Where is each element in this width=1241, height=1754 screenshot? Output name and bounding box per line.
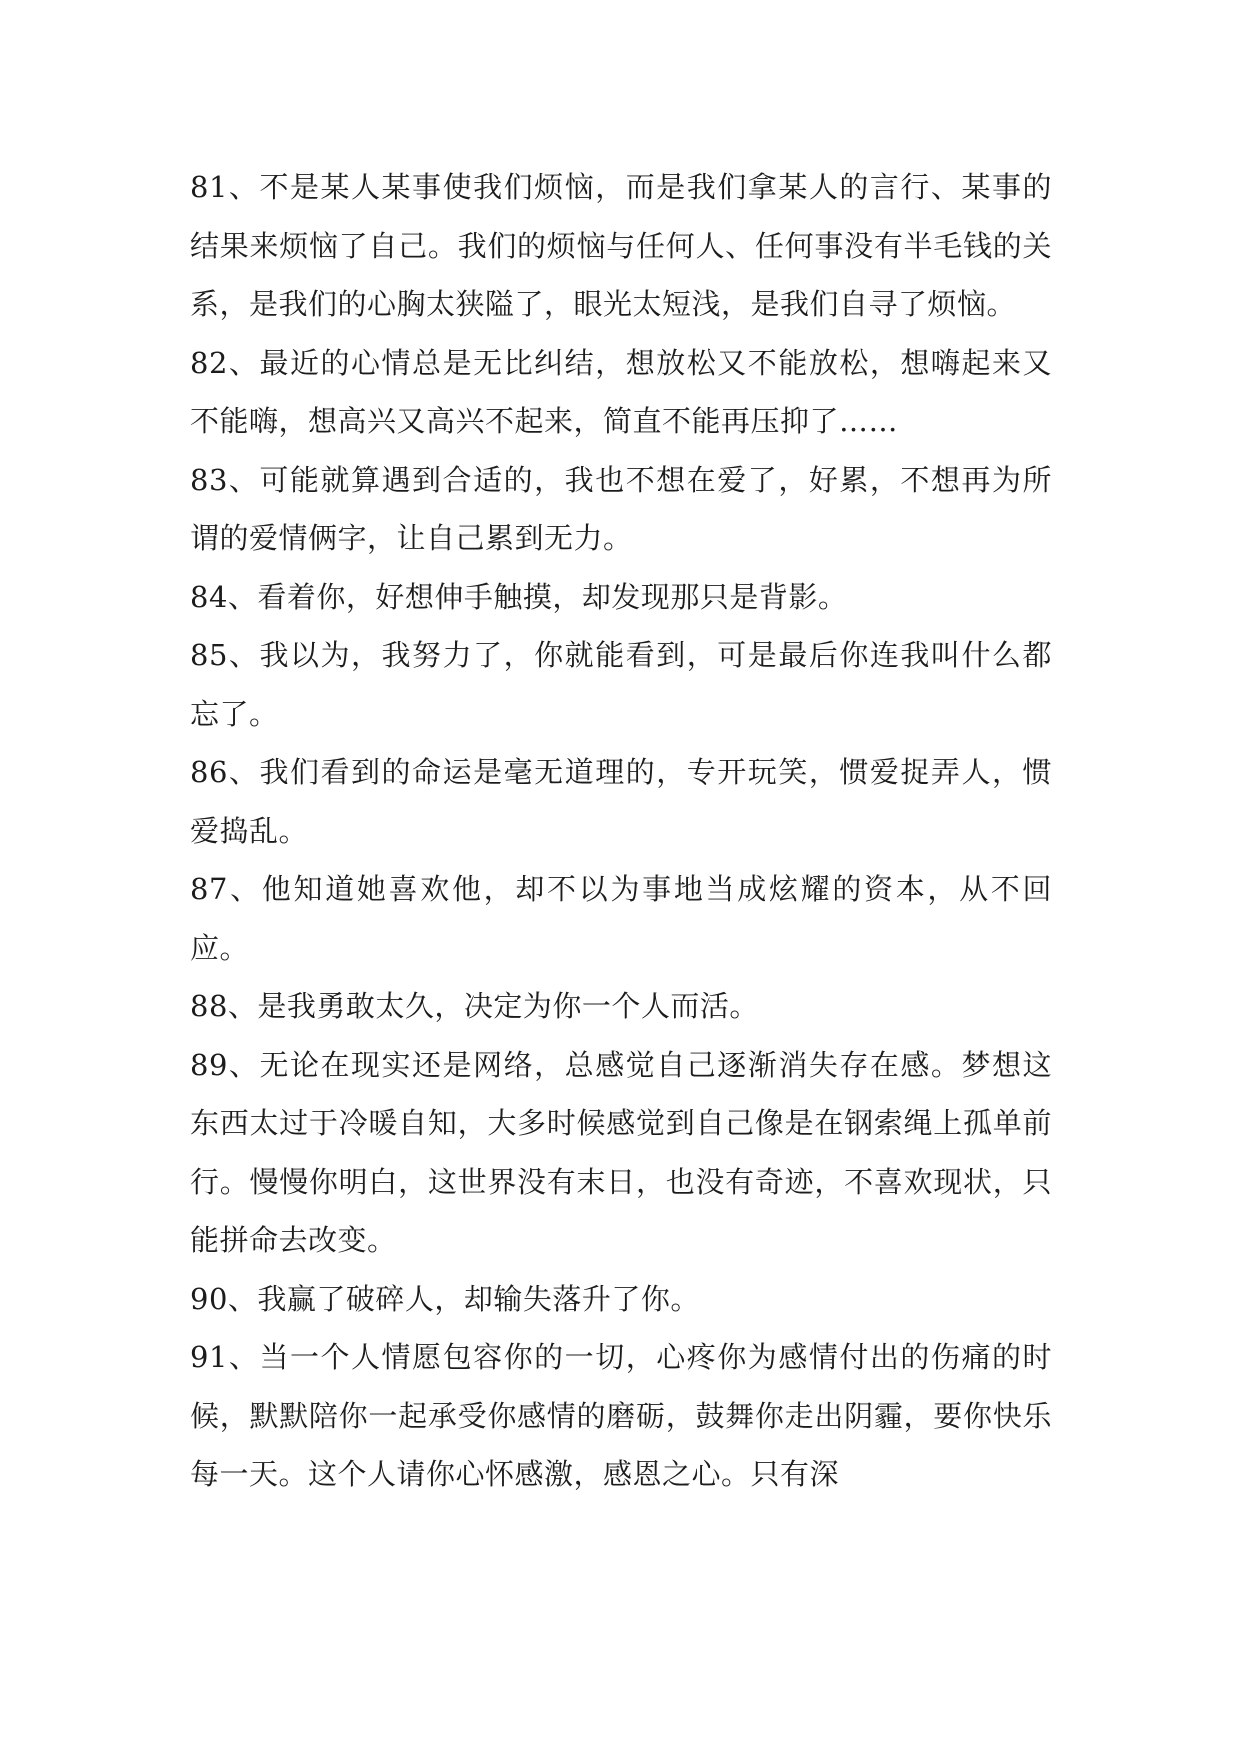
paragraph-88: 88、是我勇敢太久，决定为你一个人而活。	[190, 989, 759, 1023]
paragraph-82: 82、最近的心情总是无比纠结，想放松又不能放松，想嗨起来又不能嗨，想高兴又高兴不起来，简直不能再压抑了……	[190, 345, 1052, 438]
paragraph-84: 84、看着你，好想伸手触摸，却发现那只是背影。	[190, 579, 848, 614]
paragraph-86: 86、我们看到的命运是毫无道理的，专开玩笑，惯爱捉弄人，惯爱捣乱。	[190, 755, 1052, 848]
paragraph-89: 89、无论在现实还是网络，总感觉自己逐渐消失存在感。梦想这东西太过于冷暖自知，大多时候感觉到自己像是在钢索绳上孤单前行。慢慢你明白，这世界没有末日，也没有奇迹，不喜欢现状，只能拼命去改变。	[190, 1047, 1052, 1257]
paragraph-83: 83、可能就算遇到合适的，我也不想在爱了，好累，不想再为所谓的爱情俩字，让自己累到无力。	[190, 462, 1052, 555]
paragraph-91: 91、当一个人情愿包容你的一切，心疼你为感情付出的伤痛的时候，默默陪你一起承受你感情的磨砺，鼓舞你走出阴霾，要你快乐每一天。这个人请你心怀感激，感恩之心。只有深	[190, 1340, 1052, 1491]
paragraph-85: 85、我以为，我努力了，你就能看到，可是最后你连我叫什么都忘了。	[190, 638, 1052, 731]
paragraph-81: 81、不是某人某事使我们烦恼，而是我们拿某人的言行、某事的结果来烦恼了自己。我们的烦恼与任何人、任何事没有半毛钱的关系，是我们的心胸太狭隘了，眼光太短浅，是我们自寻了烦恼。	[190, 170, 1052, 321]
document-body	[190, 158, 1052, 1504]
paragraph-87: 87、他知道她喜欢他，却不以为事地当成炫耀的资本，从不回应。	[190, 872, 1052, 965]
paragraph-90: 90、我赢了破碎人，却输失落升了你。	[190, 1281, 700, 1316]
